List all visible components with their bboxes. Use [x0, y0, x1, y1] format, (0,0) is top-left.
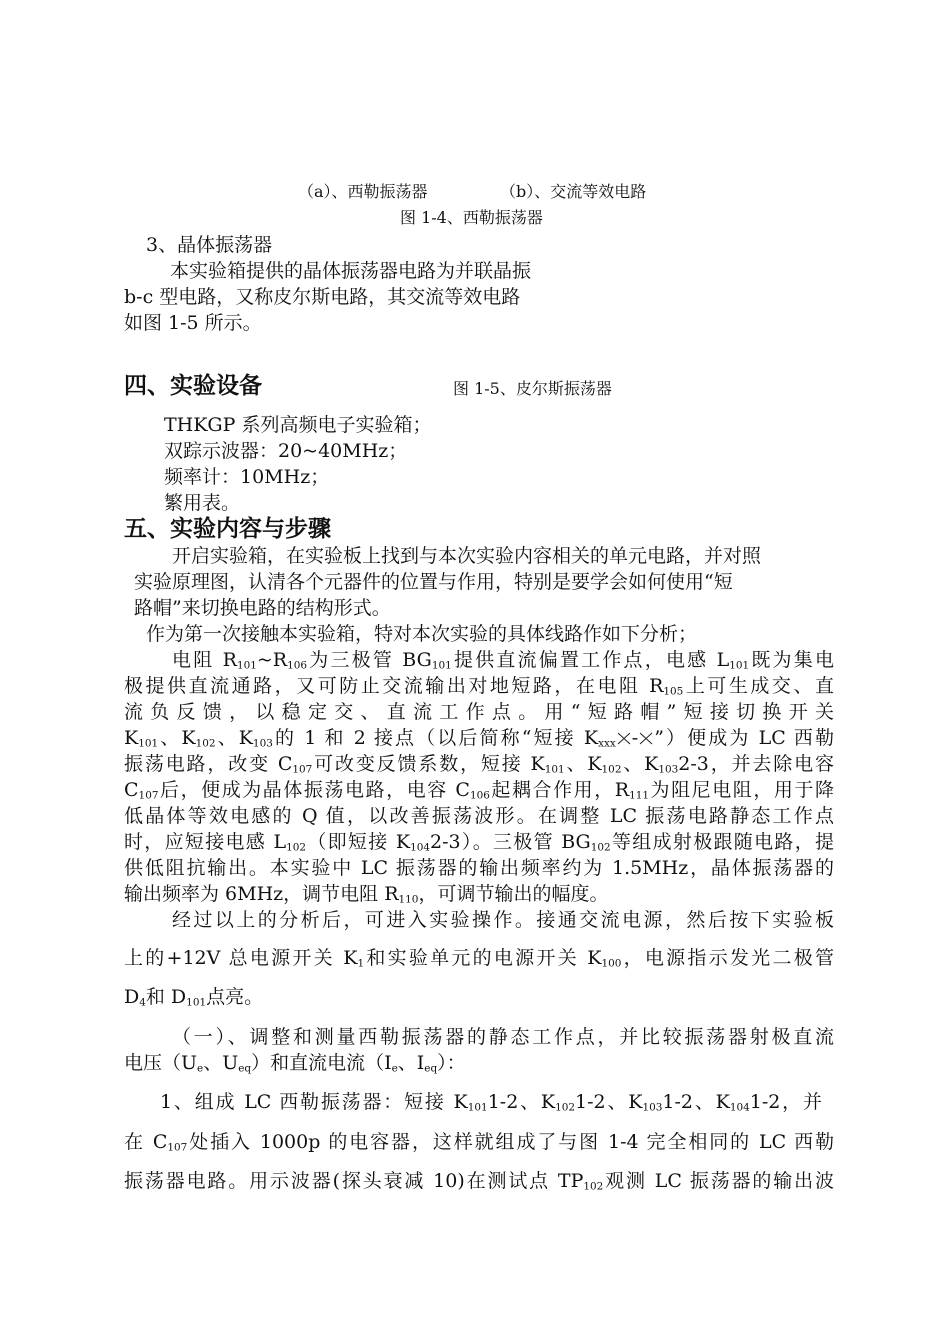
para1-line-10: 输出频率为 6MHz，调节电阻 $R_{110}$，可调节输出的幅度。	[124, 883, 609, 906]
equipment-item: 双踪示波器：20~40MHz；	[164, 440, 408, 462]
para1-line-1: 电阻 $R_{101}\sim R_{106}$为三极管 $BG_{101}$提供直流偏置工作点，电感 $L_{101}$既为集电	[172, 649, 834, 672]
para4-line-1: 1、组成 LC 西勒振荡器：短接 $K_{101}1-2$、$K_{102}1-2$、$K_{103}1-2$、$K_{104}1-2$，并	[160, 1091, 822, 1114]
para2-line-1: 经过以上的分析后，可进入实验操作。接通交流电源，然后按下实验板	[172, 909, 834, 931]
para1-line-8: 时，应短接电感 $L_{102}$（即短接 $K_{104}2-3$）。三极管 $BG_{102}$等组成射极跟随电路，提	[124, 831, 834, 854]
para2-line-3: $D_4$和 $D_{101}$点亮。	[124, 986, 264, 1009]
para1-line-3: 流负反馈，以稳定交、直流工作点。用“短路帽”短接切换开关	[124, 701, 834, 723]
dash-glyph: -	[631, 727, 639, 749]
para1-line-4: $K_{101}$、$K_{102}$、$K_{103}$的 1 和 2 接点（以后简称“短接 $K_{xxx}$ - ”）便成为 LC 西勒	[124, 727, 834, 750]
fig14-caption-a: （a）、西勒振荡器	[298, 182, 428, 201]
para1-line-9: 供低阻抗输出。本实验中 LC 振荡器的输出频率约为 1.5MHz，晶体振荡器的	[124, 857, 834, 879]
fig14-title: 图 1-4、西勒振荡器	[400, 208, 543, 227]
sec3-line-3: 如图 1-5 所示。	[124, 312, 262, 334]
para1-line-2: 极提供直流通路，又可防止交流输出对地短路，在电阻 $R_{105}$上可生成交、直	[124, 675, 834, 698]
equipment-item: THKGP 系列高频电子实验箱；	[164, 414, 432, 436]
para2-line-2: 上的+12V 总电源开关 $K_1$和实验单元的电源开关 $K_{100}$，电源指示发光二极管	[124, 947, 834, 970]
sec3-heading: 3、晶体振荡器	[146, 234, 273, 256]
intro-line-1: 开启实验箱，在实验板上找到与本次实验内容相关的单元电路，并对照	[172, 545, 762, 567]
para3-line-1: （一）、调整和测量西勒振荡器的静态工作点，并比较振荡器射极直流	[172, 1026, 834, 1048]
para3-line-2: 电压（$U_e$、$U_{eq}$）和直流电流（$I_e$、$I_{eq}$）：	[124, 1052, 466, 1075]
fig14-caption-b: （b）、交流等效电路	[500, 182, 647, 201]
equipment-item: 繁用表。	[164, 492, 241, 514]
sec4-heading: 四、实验设备	[124, 373, 262, 399]
para4-line-3: 振荡器电路。用示波器(探头衰减 10)在测试点 $TP_{102}$观测 LC 振荡器的输出波	[124, 1170, 834, 1193]
sec3-line-1: 本实验箱提供的晶体振荡器电路为并联晶振	[170, 260, 532, 282]
para1-line-7: 低晶体等效电感的 Q 值，以改善振荡波形。在调整 LC 振荡电路静态工作点	[124, 805, 834, 827]
equipment-item: 频率计：10MHz；	[164, 466, 330, 488]
para1-line-5: 振荡电路，改变 $C_{107}$可改变反馈系数，短接 $K_{101}$、$K_{102}$、$K_{103}2-3$，并去除电容	[124, 753, 834, 776]
para1-line-6: $C_{107}$后，便成为晶体振荡电路，电容 $C_{106}$起耦合作用，$R_{111}$为阻尼电阻，用于降	[124, 779, 834, 802]
cross-icon	[617, 732, 631, 745]
fig15-title: 图 1-5、皮尔斯振荡器	[453, 379, 612, 398]
sec3-line-2: b-c 型电路，又称皮尔斯电路，其交流等效电路	[124, 286, 521, 308]
analysis-intro: 作为第一次接触本实验箱，特对本次实验的具体线路作如下分析；	[146, 623, 698, 645]
intro-line-3: 路帽”来切换电路的结构形式。	[134, 597, 391, 619]
sec5-heading: 五、实验内容与步骤	[124, 516, 331, 542]
para4-line-2: 在 $C_{107}$处插入 1000p 的电容器，这样就组成了与图 1-4 完全相同的 LC 西勒	[124, 1131, 834, 1154]
intro-line-2: 实验原理图，认清各个元器件的位置与作用，特别是要学会如何使用“短	[134, 571, 733, 593]
cross-icon	[639, 732, 653, 745]
